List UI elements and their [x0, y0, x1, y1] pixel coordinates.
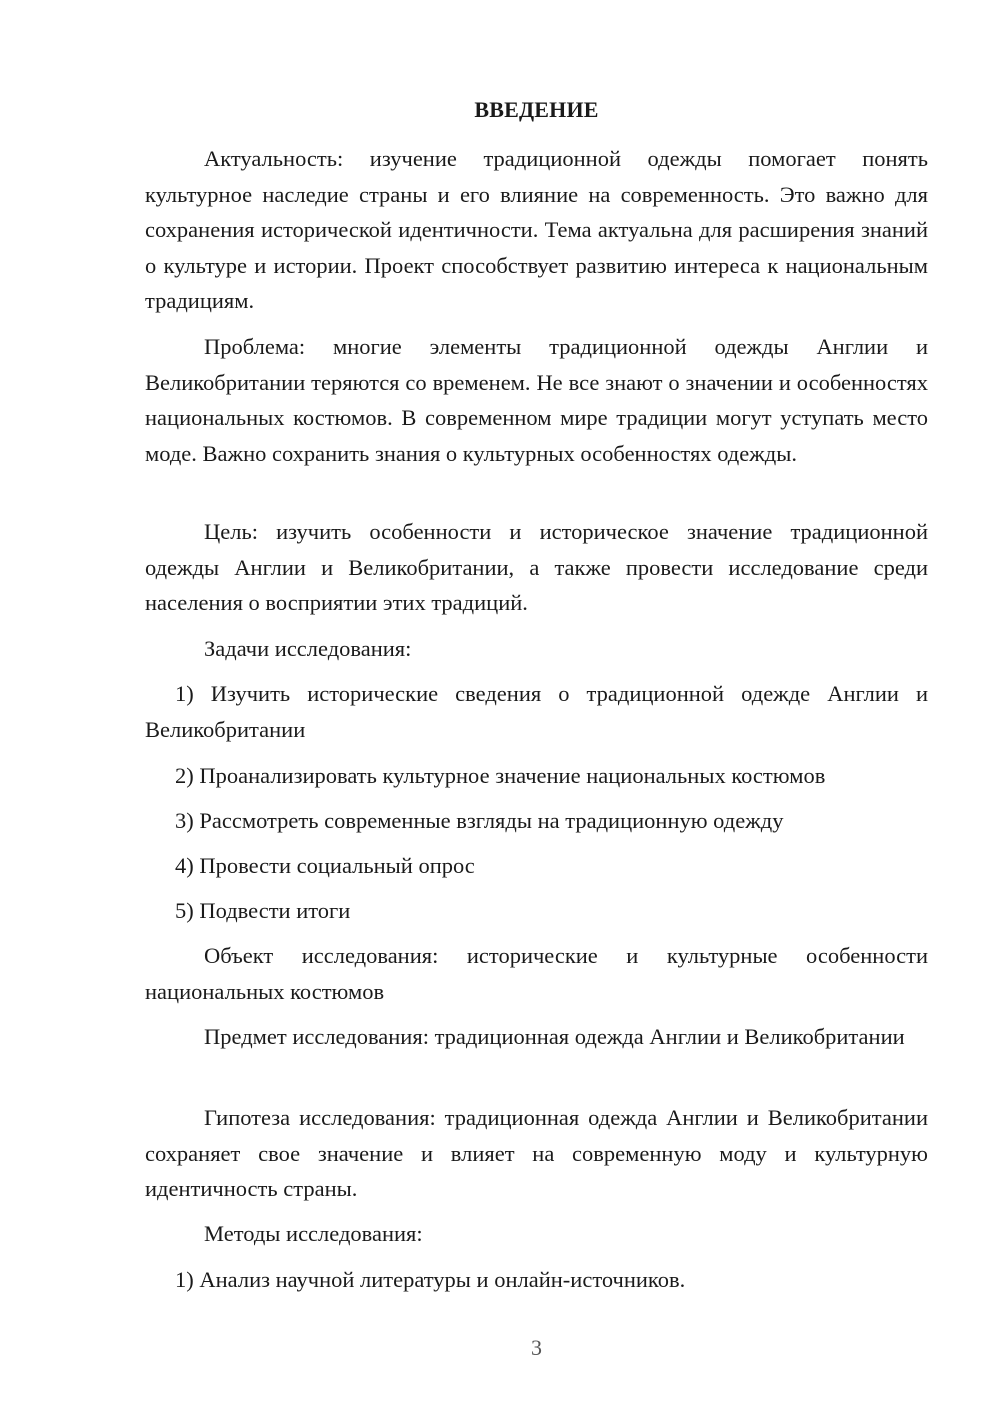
task-item-1: 1) Изучить исторические сведения о традиционной одежде Англии и Великобритании	[145, 681, 928, 742]
task-item-2: 2) Проанализировать культурное значение национальных костюмов	[175, 763, 826, 788]
task-item-5: 5) Подвести итоги	[175, 898, 351, 923]
goal-paragraph: Цель: изучить особенности и историческое значение традиционной одежды Англии и Великобритании, а также провести исследование среди населения о восприятии этих традиций.	[145, 519, 928, 615]
hypothesis-paragraph: Гипотеза исследования: традиционная одежда Англии и Великобритании сохраняет свое значение и влияет на современную моду и культурную идентичность страны.	[145, 1105, 928, 1201]
problem-paragraph: Проблема: многие элементы традиционной одежды Англии и Великобритании теряются со временем. Не все знают о значении и особенностях национальных костюмов. В современном мире традиции могут уступать место моде. Важно сохранить знания о культурных особенностях одежды.	[145, 334, 928, 466]
task-item-3: 3) Рассмотреть современные взгляды на традиционную одежду	[175, 808, 784, 833]
object-paragraph: Объект исследования: исторические и культурные особенности национальных костюмов	[145, 943, 928, 1004]
subject-paragraph: Предмет исследования: традиционная одежда Англии и Великобритании	[204, 1024, 905, 1049]
task-item-4: 4) Провести социальный опрос	[175, 853, 475, 878]
page-number: 3	[531, 1335, 542, 1360]
method-item-1: 1) Анализ научной литературы и онлайн-источников.	[175, 1267, 686, 1292]
methods-heading: Методы исследования:	[204, 1221, 423, 1246]
page-title: ВВЕДЕНИЕ	[474, 97, 599, 122]
relevance-paragraph: Актуальность: изучение традиционной одежды помогает понять культурное наследие страны и его влияние на современность. Это важно для сохранения исторической идентичности. Тема актуальна для расширения знаний о культуре и истории. Проект способствует развитию интереса к национальным традициям.	[145, 146, 928, 313]
tasks-heading: Задачи исследования:	[204, 636, 412, 661]
